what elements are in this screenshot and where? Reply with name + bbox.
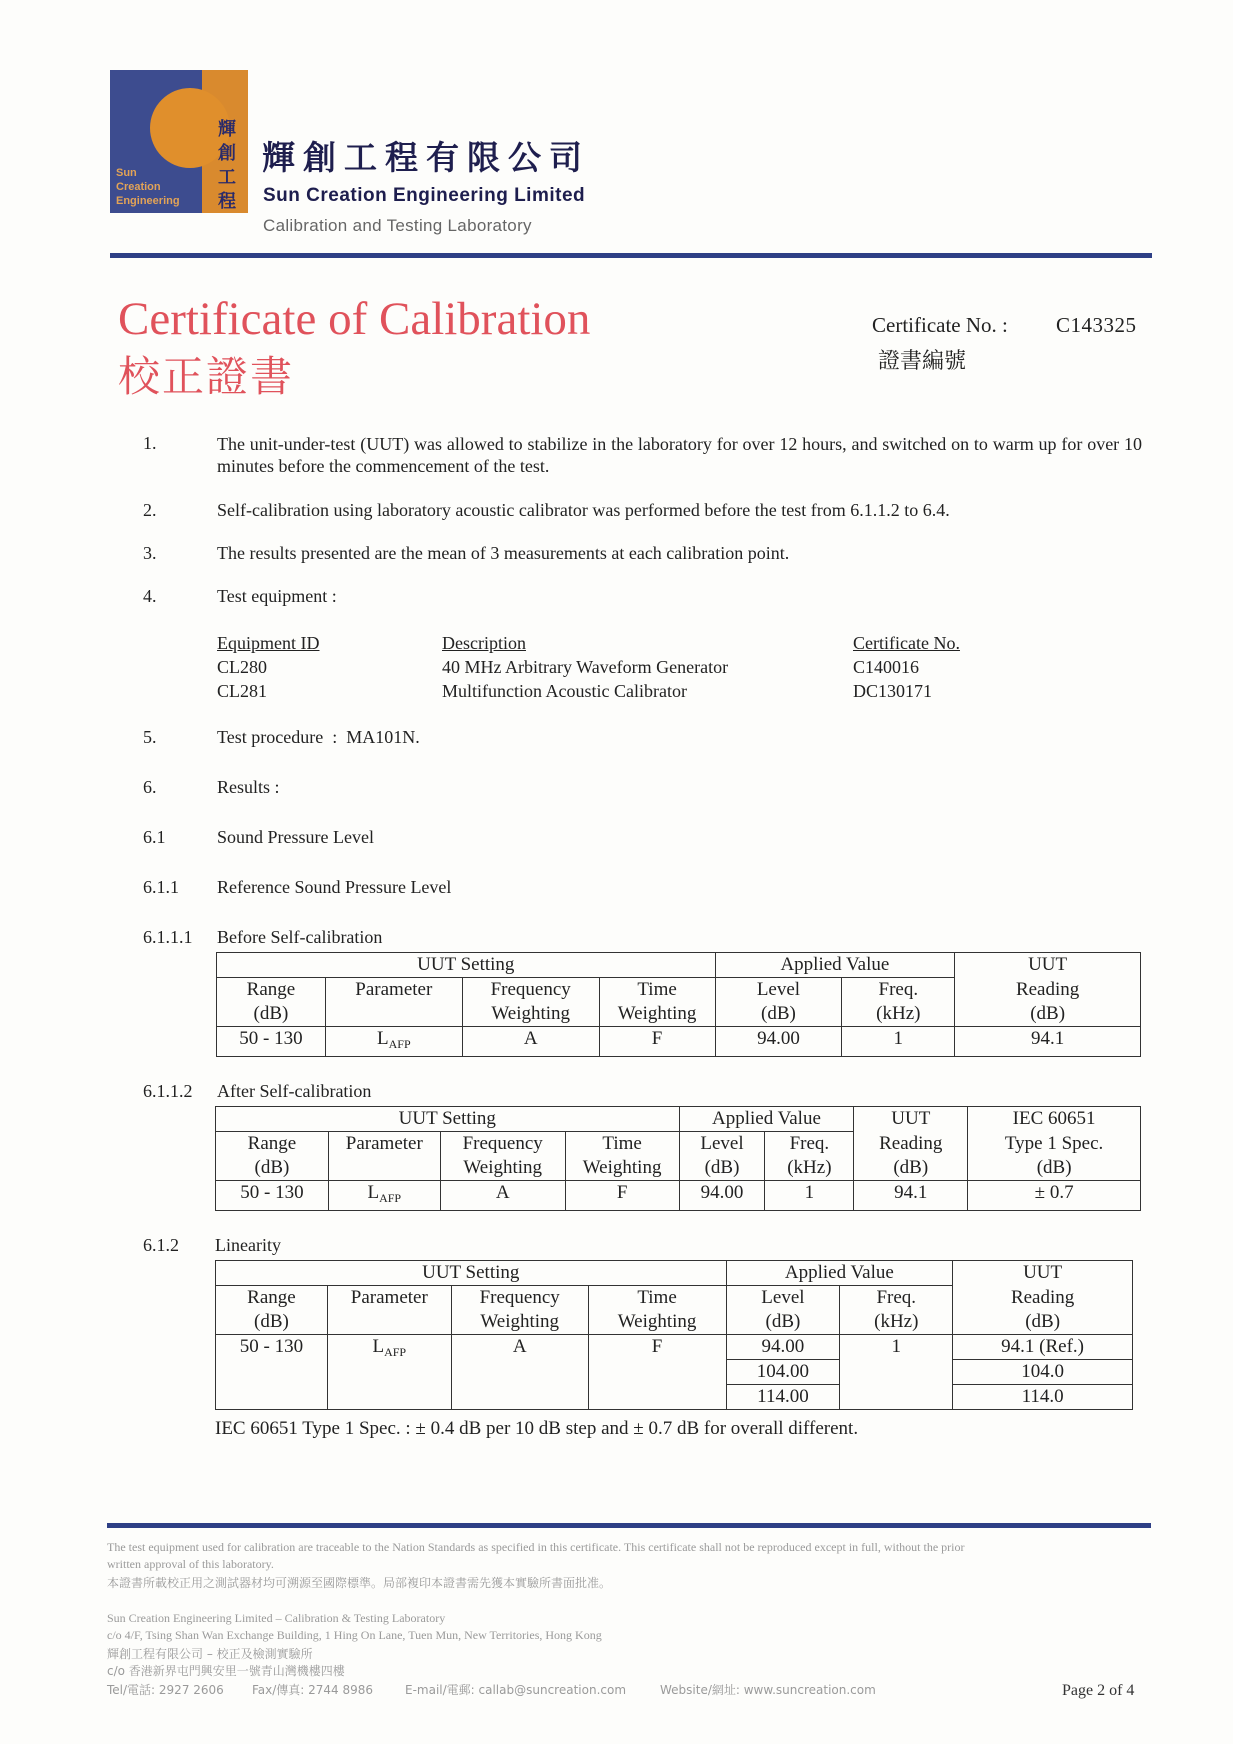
logo-wordmark [116,166,196,208]
header-line: Range [247,1133,297,1154]
header-line: Freq. [878,979,919,1000]
logo-char: 工 [218,167,236,188]
header-line: Reading [879,1132,943,1154]
range-value: 50 - 130 [216,1335,328,1410]
item-number: 5. [143,727,157,747]
spec-value: ± 0.7 [968,1181,1141,1211]
company-logo [110,70,248,213]
equipment-id-header: Equipment ID [217,633,320,653]
level-header [679,1132,765,1181]
header-line: Range [247,1287,296,1308]
after-self-calibration-table [215,1106,1141,1211]
certificate-number: C143325 [1056,313,1137,337]
header-line: Frequency [490,979,571,1000]
header-line: (dB) [765,1311,801,1332]
reading-value: 114.0 [953,1385,1133,1410]
footer-website: Website/網址: www.suncreation.com [660,1683,876,1697]
item-text: After Self-calibration [217,1081,372,1101]
time-weighting-header [588,1286,726,1335]
certificate-no-header: Certificate No. [853,633,960,653]
reading-header [955,978,1141,1027]
header-line: Weighting [617,1311,697,1332]
header-line: Frequency [479,1287,560,1308]
equipment-id: CL280 [217,657,268,677]
header-line: (kHz) [787,1157,832,1178]
reading-value: 94.1 [955,1027,1141,1057]
uut-reading-header: UUT [953,1261,1133,1286]
company-name-chinese: 輝創工程有限公司 [262,138,590,177]
header-line: Freq. [876,1287,917,1308]
header-line: (dB) [1036,1156,1072,1178]
logo-chinese-mark [212,118,242,214]
item-text: Results : [217,777,280,797]
uut-setting-header: UUT Setting [217,953,716,978]
level-header [715,978,842,1027]
header-line: Parameter [355,979,433,1000]
range-header [216,1132,329,1181]
equipment-certificate: DC130171 [853,681,933,701]
item-text: Before Self-calibration [217,927,383,947]
range-header [217,978,326,1027]
before-self-calibration-table [216,952,1141,1057]
header-line: (dB) [253,1003,289,1024]
header-line: (kHz) [874,1311,919,1332]
item-text: Self-calibration using laboratory acoustic calibrator was performed before the test from 6.1.1.2 to 6.4. [217,500,950,520]
reading-value: 94.1 [854,1181,968,1211]
company-name-english: Sun Creation Engineering Limited [263,185,586,206]
freq-header [842,978,955,1027]
linearity-table [215,1260,1133,1410]
item-text: Test equipment : [217,586,337,606]
header-divider [110,253,1152,258]
header-line: (dB) [254,1157,290,1178]
lab-name: Calibration and Testing Laboratory [263,216,532,235]
footer-email: E-mail/電郵: callab@suncreation.com [405,1683,627,1697]
reading-value: 94.1 (Ref.) [953,1335,1133,1360]
header-line: Weighting [491,1003,571,1024]
page-number: Page 2 of 4 [1062,1682,1135,1699]
footer-fax: Fax/傳真: 2744 8986 [252,1683,374,1697]
traceability-note: written approval of this laboratory. [107,1557,274,1571]
uut-setting-header: UUT Setting [216,1261,727,1286]
parameter-header [328,1132,440,1181]
level-value: 94.00 [715,1027,842,1057]
table-row [217,1027,1141,1057]
frequency-weighting-value: A [451,1335,588,1410]
item-number: 6.1 [143,827,166,847]
header-line: Time [602,1133,642,1154]
item-text: Test procedure : MA101N. [217,727,420,747]
applied-value-header: Applied Value [715,953,955,978]
header-line: (dB) [1025,1310,1061,1332]
certificate-number-label-chinese: 證書編號 [878,349,967,374]
certificate-title: Certificate of Calibration [118,293,591,345]
range-header [216,1286,328,1335]
header-line: Weighting [582,1157,662,1178]
header-line: (kHz) [876,1003,921,1024]
header-line: Weighting [463,1157,543,1178]
certificate-title-chinese: 校正證書 [118,352,295,401]
uut-reading-header: UUT [854,1107,968,1132]
frequency-weighting-value: A [440,1181,565,1211]
header-line: Level [700,1133,744,1154]
time-weighting-header [599,978,715,1027]
header-line: Reading [1010,1286,1075,1308]
logo-word: Sun [116,167,137,179]
header-line: Parameter [350,1287,428,1308]
header-line: (dB) [893,1156,929,1178]
uut-setting-header: UUT Setting [216,1107,680,1132]
equipment-id: CL281 [217,681,268,701]
parameter-symbol: L [367,1182,380,1203]
footer-company-chinese: 輝創工程有限公司 – 校正及檢測實驗所 [107,1647,313,1661]
freq-header [840,1286,953,1335]
frequency-weighting-header [440,1132,565,1181]
logo-word: Creation [116,181,161,193]
equipment-certificate: C140016 [853,657,920,677]
footer-address-chinese: c/o 香港新界屯門興安里一號青山灣機樓四樓 [107,1664,345,1678]
level-header [726,1286,840,1335]
parameter-subscript: AFP [388,1037,411,1051]
freq-value: 1 [842,1027,955,1057]
item-number: 6.1.1.1 [143,927,193,947]
frequency-weighting-header [451,1286,588,1335]
parameter-symbol: L [377,1028,389,1049]
footer-company: Sun Creation Engineering Limited – Calibration & Testing Laboratory [107,1611,446,1625]
parameter-symbol: L [372,1336,385,1357]
header-line: Level [756,979,801,1000]
header-line: Range [246,979,296,1000]
iec-spec-subheader [968,1132,1141,1181]
header-line: Frequency [462,1133,543,1154]
logo-word: Engineering [116,195,180,207]
logo-char: 輝 [218,119,236,140]
traceability-note: The test equipment used for calibration are traceable to the Nation Standards as specified in this certificate. This certificate shall not be reproduced except in full, without the prior [107,1540,965,1554]
certificate-number-label: Certificate No. : [872,313,1008,337]
uut-reading-header: UUT [955,953,1141,978]
level-value: 94.00 [726,1335,840,1360]
item-number: 6. [143,777,157,797]
linearity-spec-note: IEC 60651 Type 1 Spec. : ± 0.4 dB per 10 dB step and ± 0.7 dB for overall different. [215,1418,859,1439]
item-text: Linearity [215,1235,281,1255]
applied-value-header: Applied Value [726,1261,953,1286]
header-line: Freq. [789,1133,830,1154]
time-weighting-header [565,1132,679,1181]
header-line: (dB) [761,1003,796,1024]
header-line: (dB) [254,1311,289,1332]
table-row [216,1181,1141,1211]
iec-spec-header: IEC 60651 [968,1107,1141,1132]
time-weighting-value: F [565,1181,679,1211]
parameter-value [325,1027,462,1057]
item-text: The unit-under-test (UUT) was allowed to stabilize in the laboratory for over 12 hours, and switched on to warm up for over 10 minutes before the commencement of the test. [217,434,1142,476]
header-line: Time [637,979,677,1000]
description-header: Description [442,633,526,653]
header-line: Time [637,1287,677,1308]
footer-telephone: Tel/電話: 2927 2606 [107,1683,224,1697]
freq-value: 1 [765,1181,854,1211]
header-line: Parameter [345,1133,423,1154]
item-number: 3. [143,543,157,563]
applied-value-header: Applied Value [679,1107,854,1132]
item-number: 4. [143,586,157,606]
item-number: 1. [143,433,157,453]
level-value: 94.00 [679,1181,765,1211]
item-text: Sound Pressure Level [217,827,374,847]
traceability-note-chinese: 本證書所載校正用之測試器材均可溯源至國際標準。局部複印本證書需先獲本實驗所書面批准。 [107,1576,612,1590]
header-line: Weighting [480,1311,560,1332]
reading-header [854,1132,968,1181]
logo-char: 程 [218,191,236,212]
logo-char: 創 [218,143,236,164]
parameter-subscript: AFP [384,1345,407,1359]
header-line: (dB) [704,1157,740,1178]
header-line: Weighting [617,1003,697,1024]
reading-value: 104.0 [953,1360,1133,1385]
time-weighting-value: F [599,1027,715,1057]
footer-address: c/o 4/F, Tsing Shan Wan Exchange Building, 1 Hing On Lane, Tuen Mun, New Territories, Hong Kong [107,1628,602,1642]
header-line: Type 1 Spec. [1004,1132,1104,1154]
item-number: 6.1.1.2 [143,1081,193,1101]
table-row [216,1335,1133,1360]
parameter-header [327,1286,451,1335]
equipment-description: Multifunction Acoustic Calibrator [442,681,687,701]
level-value: 114.00 [726,1385,840,1410]
frequency-weighting-value: A [462,1027,599,1057]
item-number: 6.1.2 [143,1235,179,1255]
freq-header [765,1132,854,1181]
header-line: (dB) [1030,1002,1066,1024]
parameter-value [328,1181,440,1211]
header-line: Reading [1015,978,1080,1000]
freq-value: 1 [840,1335,953,1410]
parameter-subscript: AFP [379,1191,402,1205]
item-text: Reference Sound Pressure Level [217,877,452,897]
footer-divider [107,1523,1151,1528]
range-value: 50 - 130 [216,1181,329,1211]
item-text: The results presented are the mean of 3 measurements at each calibration point. [217,543,790,563]
item-number: 2. [143,500,157,520]
equipment-description: 40 MHz Arbitrary Waveform Generator [442,657,729,677]
level-value: 104.00 [726,1360,840,1385]
reading-header [953,1286,1133,1335]
range-value: 50 - 130 [217,1027,326,1057]
frequency-weighting-header [462,978,599,1027]
parameter-header [325,978,462,1027]
item-number: 6.1.1 [143,877,179,897]
parameter-value [327,1335,451,1410]
header-line: Level [761,1287,805,1308]
time-weighting-value: F [588,1335,726,1410]
